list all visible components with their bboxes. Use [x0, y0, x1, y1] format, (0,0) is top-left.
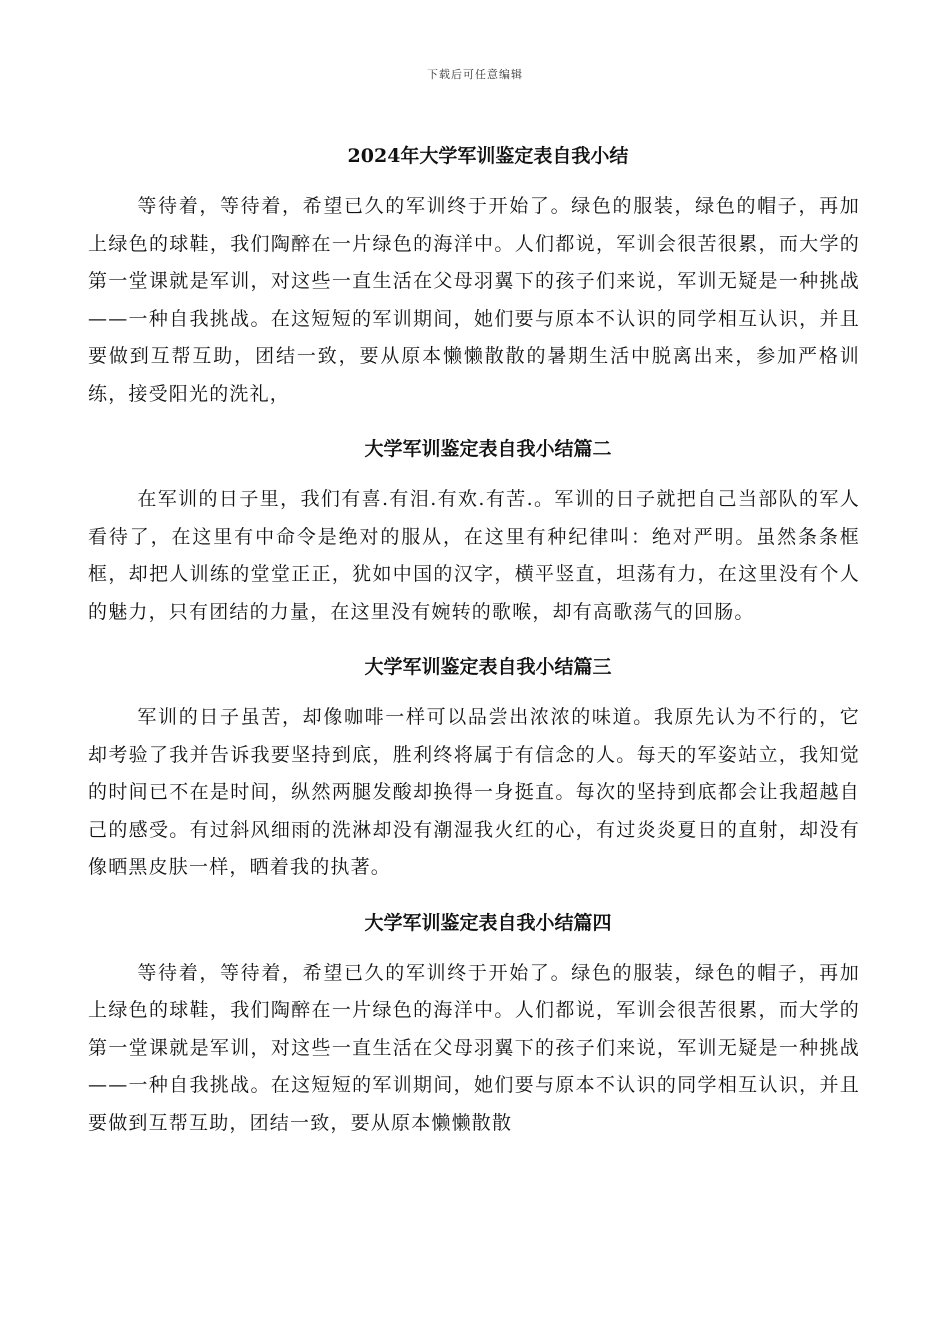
section-2-paragraph: 在军训的日子里，我们有喜.有泪.有欢.有苦.。军训的日子就把自己当部队的军人看待了，在这里有中命令是绝对的服从，在这里有种纪律叫：绝对严明。虽然条条框框，却把人训练的堂堂正正，犹如中国的汉字，横平竖直，坦荡有力，在这里没有个人的魅力，只有团结的力量，在这里没有婉转的歌喉，却有高歌荡气的回肠。	[88, 488, 860, 623]
section-2-title: 大学军训鉴定表自我小结篇二	[364, 438, 612, 460]
page-header-note: 下载后可任意编辑	[427, 68, 523, 81]
section-4-title: 大学军训鉴定表自我小结篇四	[364, 911, 612, 934]
section-3-paragraph: 军训的日子虽苦，却像咖啡一样可以品尝出浓浓的味道。我原先认为不行的，它却考验了我并告诉我要坚持到底，胜利终将属于有信念的人。每天的军姿站立，我知觉的时间已不在是时间，纵然两腿发酸却换得一身挺直。每次的坚持到底都会让我超越自己的感受。有过斜风细雨的洗淋却没有潮湿我火红的心，有过炎炎夏日的直射，却没有像晒黑皮肤一样，晒着我的执著。	[88, 706, 860, 878]
document-title: 2024年大学军训鉴定表自我小结	[347, 145, 629, 167]
section-3-title: 大学军训鉴定表自我小结篇三	[364, 656, 612, 678]
section-1-paragraph: 等待着，等待着，希望已久的军训终于开始了。绿色的服装，绿色的帽子，再加上绿色的球鞋，我们陶醉在一片绿色的海洋中。人们都说，军训会很苦很累，而大学的第一堂课就是军训，对这些一直生活在父母羽翼下的孩子们来说，军训无疑是一种挑战——一种自我挑战。在这短短的军训期间，她们要与原本不认识的同学相互认识，并且要做到互帮互助，团结一致，要从原本懒懒散散的暑期生活中脱离出来，参加严格训练，接受阳光的洗礼，	[88, 195, 860, 405]
document-content	[88, 138, 860, 1142]
section-4-paragraph: 等待着，等待着，希望已久的军训终于开始了。绿色的服装，绿色的帽子，再加上绿色的球鞋，我们陶醉在一片绿色的海洋中。人们都说，军训会很苦很累，而大学的第一堂课就是军训，对这些一直生活在父母羽翼下的孩子们来说，军训无疑是一种挑战——一种自我挑战。在这短短的军训期间，她们要与原本不认识的同学相互认识，并且要做到互帮互助，团结一致，要从原本懒懒散散	[88, 961, 860, 1134]
